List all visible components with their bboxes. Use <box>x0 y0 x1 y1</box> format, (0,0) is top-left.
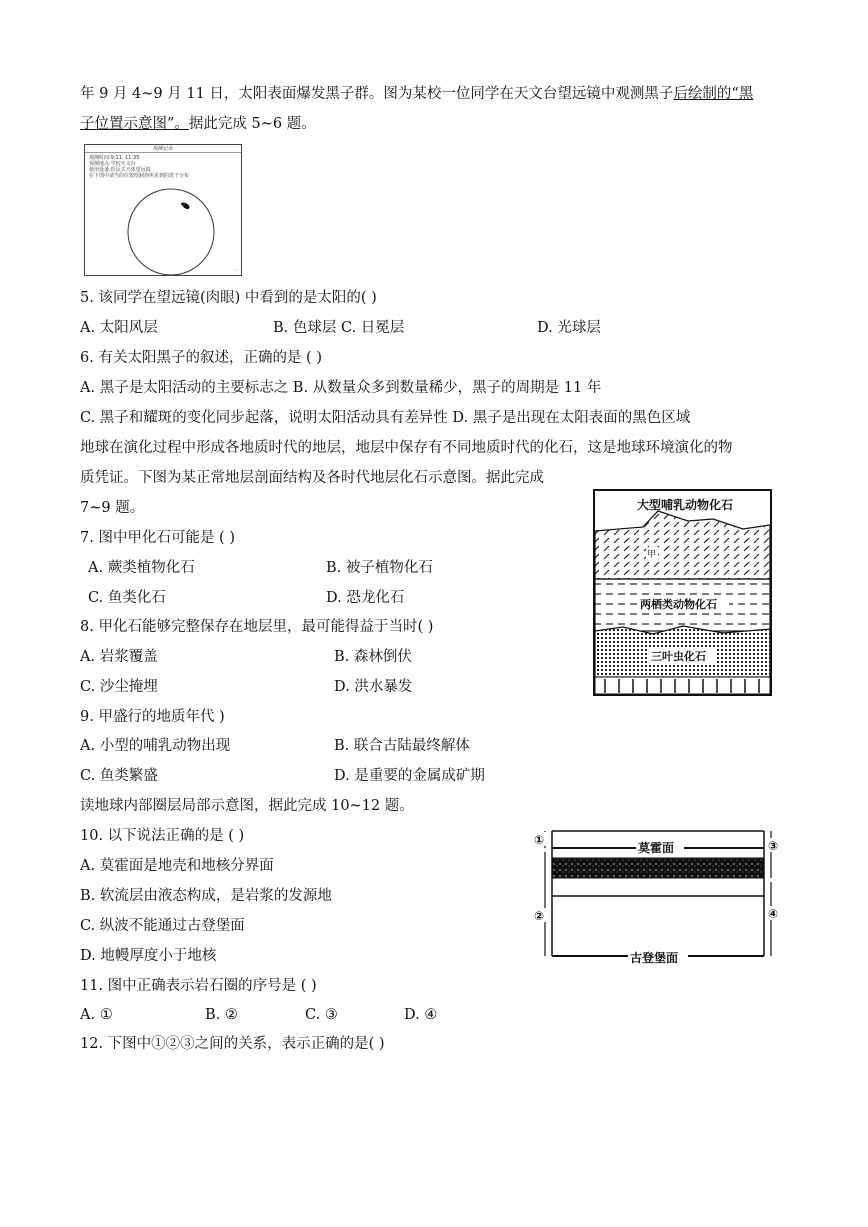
observation-record-line: 观测地点:学校天文台 <box>89 161 136 167</box>
q5-option-d: D. 光球层 <box>537 320 601 336</box>
corner-mark: : <box>235 267 237 273</box>
intro-line-2: 子位置示意图”。据此完成 5~6 题。 <box>80 116 316 132</box>
q10-option-c: C. 纵波不能通过古登堡面 <box>80 918 245 934</box>
observation-record-line: 在下图中请当的位置绘制你所见到的黑子分布 <box>89 173 190 179</box>
intro3-line: 读地球内部圈层局部示意图，据此完成 10~12 题。 <box>80 798 414 814</box>
label-number-1: ① <box>534 833 545 847</box>
q11-option-a: A. ① <box>80 1007 113 1023</box>
q10-option-b: B. 软流层由液态构成，是岩浆的发源地 <box>80 888 332 904</box>
layer-bottom <box>595 677 770 694</box>
question-7-stem: 7. 图中甲化石可能是 ( ) <box>80 530 235 546</box>
observation-record-figure <box>84 144 242 276</box>
q8-option-d: D. 洪水暴发 <box>334 679 413 695</box>
label-number-3: ③ <box>768 839 779 853</box>
intro2-line-3: 7~9 题。 <box>80 500 145 516</box>
asthenosphere-band <box>552 858 764 878</box>
earth-interior-drawing <box>528 826 788 966</box>
q6-options-ab: A. 黑子是太阳活动的主要标志之 B. 从数量众多到数量稀少，黑子的周期是 11 年 <box>80 380 602 396</box>
q8-option-a: A. 岩浆覆盖 <box>80 649 158 665</box>
sunspot-mark <box>181 203 185 206</box>
label-gutenberg: 古登堡面 <box>630 951 679 965</box>
label-number-4: ④ <box>768 907 779 921</box>
observation-record-line: 观测时间:9.11. 11:35 <box>89 155 140 161</box>
earth-interior-figure <box>528 826 788 966</box>
q8-option-b: B. 森林倒伏 <box>334 649 412 665</box>
q11-option-d: D. ④ <box>404 1007 438 1023</box>
observation-record-title: 观测记录 <box>85 146 241 153</box>
q10-option-a: A. 莫霍面是地壳和地核分界面 <box>80 858 274 874</box>
question-9-stem: 9. 甲盛行的地质年代 ) <box>80 709 225 725</box>
q9-option-c: C. 鱼类繁盛 <box>80 768 158 784</box>
strata-profile-figure <box>593 489 773 697</box>
label-moho: 莫霍面 <box>638 841 675 855</box>
q9-option-b: B. 联合古陆最终解体 <box>334 738 470 754</box>
observation-record-line: 使用设备:折反式天体望远镜 <box>89 167 151 173</box>
q7-option-b: B. 被子植物化石 <box>326 560 433 576</box>
q6-options-cd: C. 黑子和耀斑的变化同步起落，说明太阳活动具有差异性 D. 黑子是出现在太阳表面的黑色区域 <box>80 410 691 426</box>
question-8-stem: 8. 甲化石能够完整保存在地层里，最可能得益于当时( ) <box>80 619 434 635</box>
question-6-stem: 6. 有关太阳黑子的叙述，正确的是 ( ) <box>80 350 322 366</box>
q11-option-b: B. ② <box>205 1007 238 1023</box>
question-11-stem: 11. 图中正确表示岩石圈的序号是 ( ) <box>80 978 317 994</box>
q7-option-a: A. 蕨类植物化石 <box>88 560 195 576</box>
intro2-line-2: 质凭证。下图为某正常地层剖面结构及各时代地层化石示意图。据此完成 <box>80 470 544 486</box>
label-mammal-fossil: 大型哺乳动物化石 <box>637 498 734 512</box>
q8-option-c: C. 沙尘掩埋 <box>80 679 158 695</box>
q5-option-bc: B. 色球层 C. 日冕层 <box>273 320 405 336</box>
label-number-2: ② <box>534 909 545 923</box>
intro2-line-1: 地球在演化过程中形成各地质时代的地层，地层中保存有不同地质时代的化石，这是地球环境演化的物 <box>80 440 733 456</box>
q5-option-a: A. 太阳风层 <box>80 320 158 336</box>
q7-option-d: D. 恐龙化石 <box>326 590 405 606</box>
intro-line-1: 年 9 月 4~9 月 11 日，太阳表面爆发黑子群。图为某校一位同学在天文台望远镜中观测黑子后绘制的“黑 <box>80 86 754 102</box>
sun-disk-drawing <box>85 145 241 275</box>
q7-option-c: C. 鱼类化石 <box>88 590 166 606</box>
q11-option-c: C. ③ <box>305 1007 338 1023</box>
question-5-stem: 5. 该同学在望远镜(肉眼) 中看到的是太阳的( ) <box>80 290 377 306</box>
q10-option-d: D. 地幔厚度小于地核 <box>80 948 217 964</box>
q9-option-d: D. 是重要的金属成矿期 <box>334 768 485 784</box>
label-jia: 甲 <box>647 550 657 560</box>
question-10-stem: 10. 以下说法正确的是 ( ) <box>80 828 245 844</box>
label-amphibian-fossil: 两栖类动物化石 <box>640 598 717 611</box>
sun-disk <box>128 189 214 275</box>
q9-option-a: A. 小型的哺乳动物出现 <box>80 738 231 754</box>
question-12-stem: 12. 下图中①②③之间的关系，表示正确的是( ) <box>80 1036 385 1052</box>
label-trilobite-fossil: 三叶虫化石 <box>651 650 706 663</box>
strata-profile-drawing <box>593 489 773 697</box>
